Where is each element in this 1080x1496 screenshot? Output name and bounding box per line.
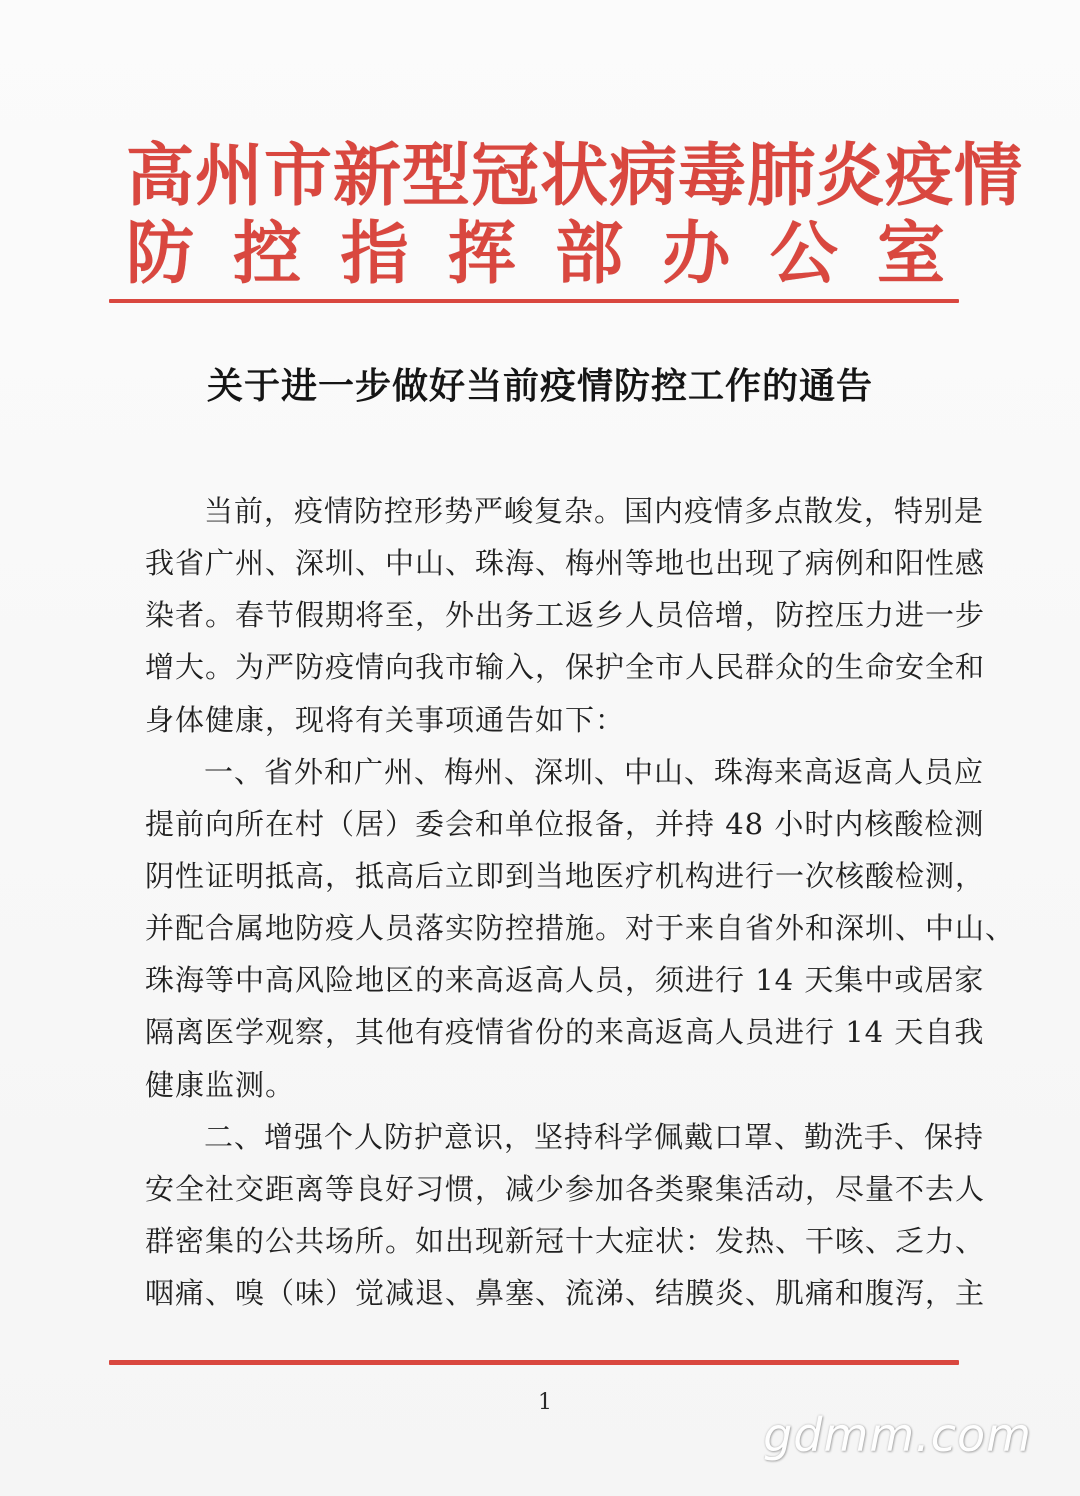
header-red-divider [109,299,959,303]
body-line-14: 安全社交距离等良好习惯，减少参加各类聚集活动，尽量不去人 [145,1172,986,1206]
site-watermark: gdmm.com [763,1408,1032,1462]
issuer-title-line-1: 高州市新型冠状病毒肺炎疫情 [126,136,1024,216]
body-line-12: 健康监测。 [145,1068,296,1102]
body-line-7: 提前向所在村（居）委会和单位报备，并持 48 小时内核酸检测 [145,807,985,841]
issuer-title-line-2: 防控指挥部办公室 [126,214,946,294]
body-line-13: 二、增强个人防护意识，坚持科学佩戴口罩、勤洗手、保持 [204,1120,985,1154]
body-line-1: 当前，疫情防控形势严峻复杂。国内疫情多点散发，特别是 [204,494,985,528]
body-line-15: 群密集的公共场所。如出现新冠十大症状：发热、干咳、乏力、 [145,1224,986,1258]
body-line-4: 增大。为严防疫情向我市输入，保护全市人民群众的生命安全和 [145,650,986,684]
notice-title: 关于进一步做好当前疫情防控工作的通告 [206,365,873,407]
body-line-3: 染者。春节假期将至，外出务工返乡人员倍增，防控压力进一步 [145,598,986,632]
body-line-16: 咽痛、嗅（味）觉减退、鼻塞、流涕、结膜炎、肌痛和腹泻，主 [145,1276,986,1310]
body-line-9: 并配合属地防疫人员落实防控措施。对于来自省外和深圳、中山、 [145,911,1016,945]
body-line-2: 我省广州、深圳、中山、珠海、梅州等地也出现了病例和阳性感 [145,546,986,580]
body-line-6: 一、省外和广州、梅州、深圳、中山、珠海来高返高人员应 [204,755,985,789]
footer-red-divider [109,1360,959,1365]
body-line-5: 身体健康，现将有关事项通告如下： [145,703,626,737]
body-line-8: 阴性证明抵高，抵高后立即到当地医疗机构进行一次核酸检测， [145,859,986,893]
body-line-10: 珠海等中高风险地区的来高返高人员，须进行 14 天集中或居家 [145,963,985,997]
body-line-11: 隔离医学观察，其他有疫情省份的来高返高人员进行 14 天自我 [145,1015,985,1049]
page-number: 1 [538,1390,552,1415]
